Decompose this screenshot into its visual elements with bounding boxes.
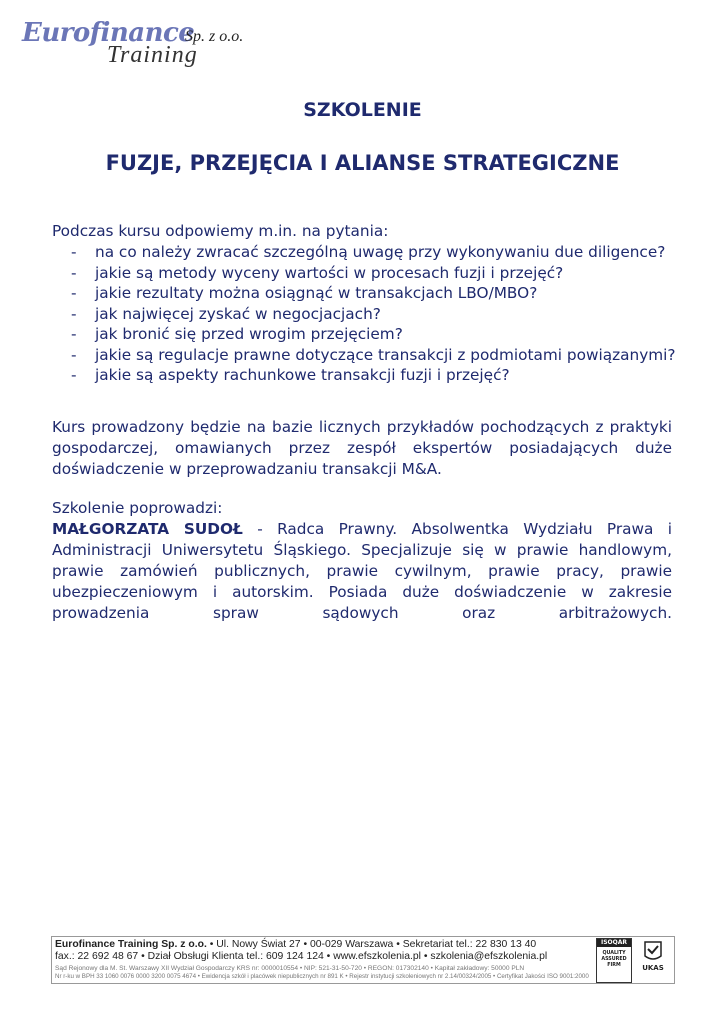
footer-line-2: fax.: 22 692 48 67 • Dział Obsługi Klienta tel.: 609 124 124 • www.efszkolenia.pl • szkolenia@efszkolenia.pl	[55, 951, 548, 962]
list-item: - jak najwięcej zyskać w negocjacjach?	[71, 304, 381, 323]
logo-suffix: Sp. z o.o.	[185, 28, 244, 45]
document-title: FUZJE, PRZEJĘCIA I ALIANSE STRATEGICZNE	[105, 151, 620, 175]
questions-list	[52, 242, 692, 386]
list-item: - jakie rezultaty można osiągnąć w transakcjach LBO/MBO?	[71, 284, 538, 302]
bullet-dash: -	[71, 325, 77, 343]
logo-brand: Eurofinance	[22, 18, 195, 48]
list-item: - jakie są regulacje prawne dotyczące transakcji z podmiotami powiązanymi?	[71, 345, 676, 364]
bullet-dash: -	[71, 284, 77, 302]
bullet-dash: -	[71, 304, 77, 323]
crown-check-icon	[636, 938, 670, 964]
logo-training: Training	[107, 42, 198, 68]
list-item: - jakie są aspekty rachunkowe transakcji fuzji i przejęć?	[71, 366, 510, 384]
trainer-paragraph	[52, 519, 672, 624]
certification-badges	[596, 938, 672, 982]
trainer-intro: Szkolenie poprowadzi:	[52, 499, 223, 517]
list-item: - na co należy zwracać szczególną uwagę przy wykonywaniu due diligence?	[71, 243, 666, 261]
document-heading: SZKOLENIE	[303, 99, 422, 121]
footer-company: Eurofinance Training Sp. z o.o.	[55, 939, 207, 950]
bullet-dash: -	[71, 366, 77, 384]
bullet-dash: -	[71, 345, 77, 364]
course-description: Kurs prowadzony będzie na bazie licznych przykładów pochodzących z praktyki gospodarczej, omawianych przez zespół ekspertów posiadających duże doświadczenie w przeprowadzaniu transakcji M&A.	[52, 418, 672, 478]
isoqar-badge: ISOQAR QUALITY ASSURED FIRM	[596, 938, 632, 983]
list-item: - jak bronić się przed wrogim przejęciem?	[71, 325, 403, 343]
company-logo	[22, 12, 262, 72]
footer	[51, 936, 675, 984]
list-item: - jakie są metody wyceny wartości w procesach fuzji i przejęć?	[71, 263, 564, 282]
bullet-dash: -	[71, 243, 77, 261]
trainer-name: MAŁGORZATA SUDOŁ	[52, 520, 243, 538]
footer-line-1: Eurofinance Training Sp. z o.o. • Ul. Nowy Świat 27 • 00-029 Warszawa • Sekretariat tel.: 22 830 13 40	[55, 939, 537, 950]
ukas-badge: UKAS	[636, 938, 670, 981]
trainer-bio: - Radca Prawny. Absolwentka Wydziału Prawa i Administracji Uniwersytetu Śląskiego. Specjalizuje się w prawie handlowym, prawie zamówień publicznych, prawie cywilnym, prawie pracy, prawie ubezpieczeniowym i autorskim. Posiada duże doświadczenie w zakresie prowadzenia spraw sądowych oraz arbitrażowych.	[52, 520, 672, 622]
footer-line-3: Sąd Rejonowy dla M. St. Warszawy XII Wydział Gospodarczy KRS nr: 0000010554 • NIP: 521-31-50-720 • REGON: 017302140 • Kapitał zakładowy: 50000 PLN	[55, 965, 525, 972]
footer-line-4: Nr r-ku w BPH 33 1060 0076 0000 3200 0075 4674 • Ewidencja szkół i placówek niepublicznych nr 891 K • Rejestr instytucji szkoleniowych nr 2.14/00324/2005 • Certyfikat Jakości ISO 9001:2000	[55, 973, 589, 980]
questions-intro: Podczas kursu odpowiemy m.in. na pytania:	[52, 222, 389, 240]
bullet-dash: -	[71, 263, 77, 282]
